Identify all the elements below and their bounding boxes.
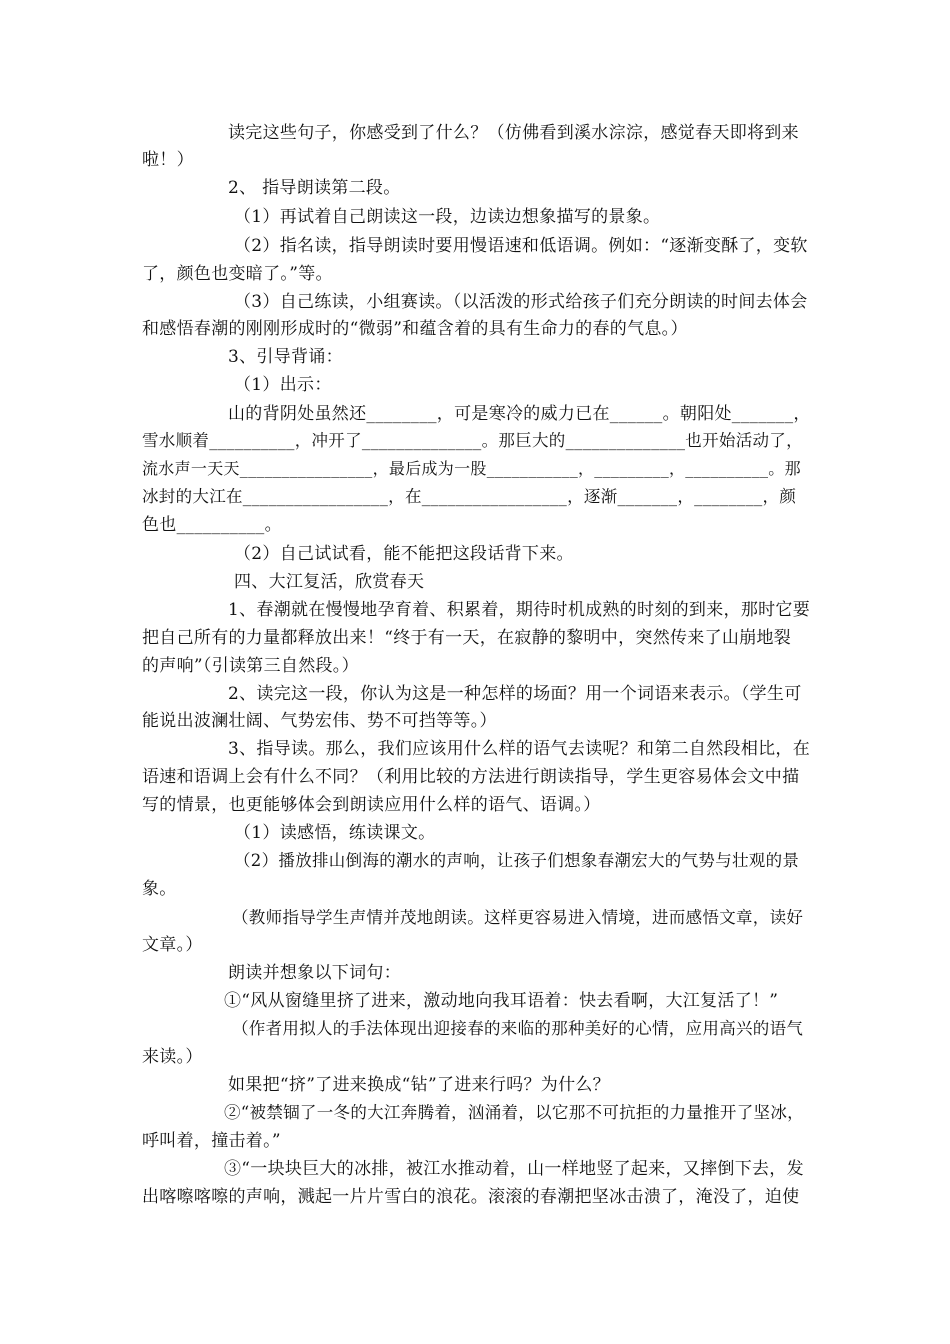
text-line: 2、读完这一段，你认为这是一种怎样的场面？用一个词语来表示。（学生可: [228, 684, 802, 704]
text-line: （1）出示：: [234, 375, 332, 395]
text-line: 了，颜色也变暗了。”等。: [142, 264, 333, 284]
text-line: 把自己所有的力量都释放出来！“终于有一天，在寂静的黎明中，突然传来了山崩地裂: [142, 628, 792, 648]
text-line: 出喀嚓喀嚓的声响，溅起一片片雪白的浪花。滚滚的春潮把坚冰击溃了，淹没了，迫使: [142, 1187, 800, 1207]
text-line: （教师指导学生声情并茂地朗读。这样更容易进入情境，进而感悟文章，读好: [232, 908, 804, 927]
fill-blank-line: 山的背阴处虽然还________，可是寒冷的威力已在______。朝阳处_______，: [228, 404, 811, 424]
text-line: ①“风从窗缝里挤了进来，激动地向我耳语着：快去看啊，大江复活了！”: [224, 991, 779, 1011]
section-heading: 四、大江复活，欣赏春天: [234, 572, 425, 592]
fill-blank-line: 冰封的大江在_________________，在_________________，逐渐_______，________，颜: [142, 487, 797, 506]
text-line: 能说出波澜壮阔、气势宏伟、势不可挡等等。）: [142, 711, 497, 731]
text-line: 3、引导背诵：: [228, 347, 343, 367]
fill-blank-line: 色也__________。: [142, 515, 282, 535]
text-line: 和感悟春潮的刚刚形成时的“微弱”和蕴含着的具有生命力的春的气息。）: [142, 319, 688, 339]
text-line: （作者用拟人的手法体现出迎接春的来临的那种美好的心情，应用高兴的语气: [232, 1019, 804, 1038]
text-line: ②“被禁锢了一冬的大江奔腾着，汹涌着，以它那不可抗拒的力量推开了坚冰，: [224, 1103, 804, 1122]
text-line: 如果把“挤”了进来换成“钻”了进来行吗？为什么？: [228, 1075, 610, 1095]
text-line: （2）自己试试看，能不能把这段话背下来。: [234, 544, 574, 564]
text-line: （1）再试着自己朗读这一段，边读边想象描写的景象。: [234, 207, 661, 227]
text-line: 读完这些句子，你感受到了什么？（仿佛看到溪水淙淙，感觉春天即将到来: [228, 123, 799, 143]
text-line: 2、 指导朗读第二段。: [228, 178, 401, 198]
text-line: 呼叫着，撞击着。”: [142, 1131, 281, 1151]
text-line: 的声响”（引读第三自然段。）: [142, 656, 359, 676]
text-line: 朗读并想象以下词句：: [228, 963, 401, 983]
fill-blank-line: 雪水顺着__________，冲开了______________。那巨大的______________也开始活动了，: [142, 431, 803, 450]
text-line: （2）播放排山倒海的潮水的声响，让孩子们想象春潮宏大的气势与壮观的景: [234, 851, 800, 870]
text-line: 1、春潮就在慢慢地孕育着、积累着，期待时机成熟的时刻的到来，那时它要: [228, 600, 811, 620]
text-line: 啦！）: [142, 150, 194, 170]
text-line: 写的情景，也更能够体会到朗读应用什么样的语气、语调。）: [142, 795, 601, 815]
fill-blank-line: 流水声一天天________________，最后成为一股___________，_________，__________。那: [142, 459, 801, 478]
text-line: 文章。）: [142, 935, 203, 955]
text-line: 语速和语调上会有什么不同？（利用比较的方法进行朗读指导，学生更容易体会文中描: [142, 767, 800, 787]
text-line: 象。: [142, 879, 177, 899]
text-line: （1）读感悟，练读课文。: [234, 823, 436, 843]
text-line: （3）自己练读，小组赛读。（以活泼的形式给孩子们充分朗读的时间去体会: [234, 292, 808, 312]
text-line: ③“一块块巨大的冰排，被江水推动着，山一样地竖了起来，又摔倒下去，发: [224, 1159, 804, 1179]
text-line: 来读。）: [142, 1047, 203, 1067]
text-line: （2）指名读，指导朗读时要用慢语速和低语调。例如：“逐渐变酥了，变软: [234, 236, 808, 256]
text-line: 3、指导读。那么，我们应该用什么样的语气去读呢？和第二自然段相比，在: [228, 739, 811, 759]
